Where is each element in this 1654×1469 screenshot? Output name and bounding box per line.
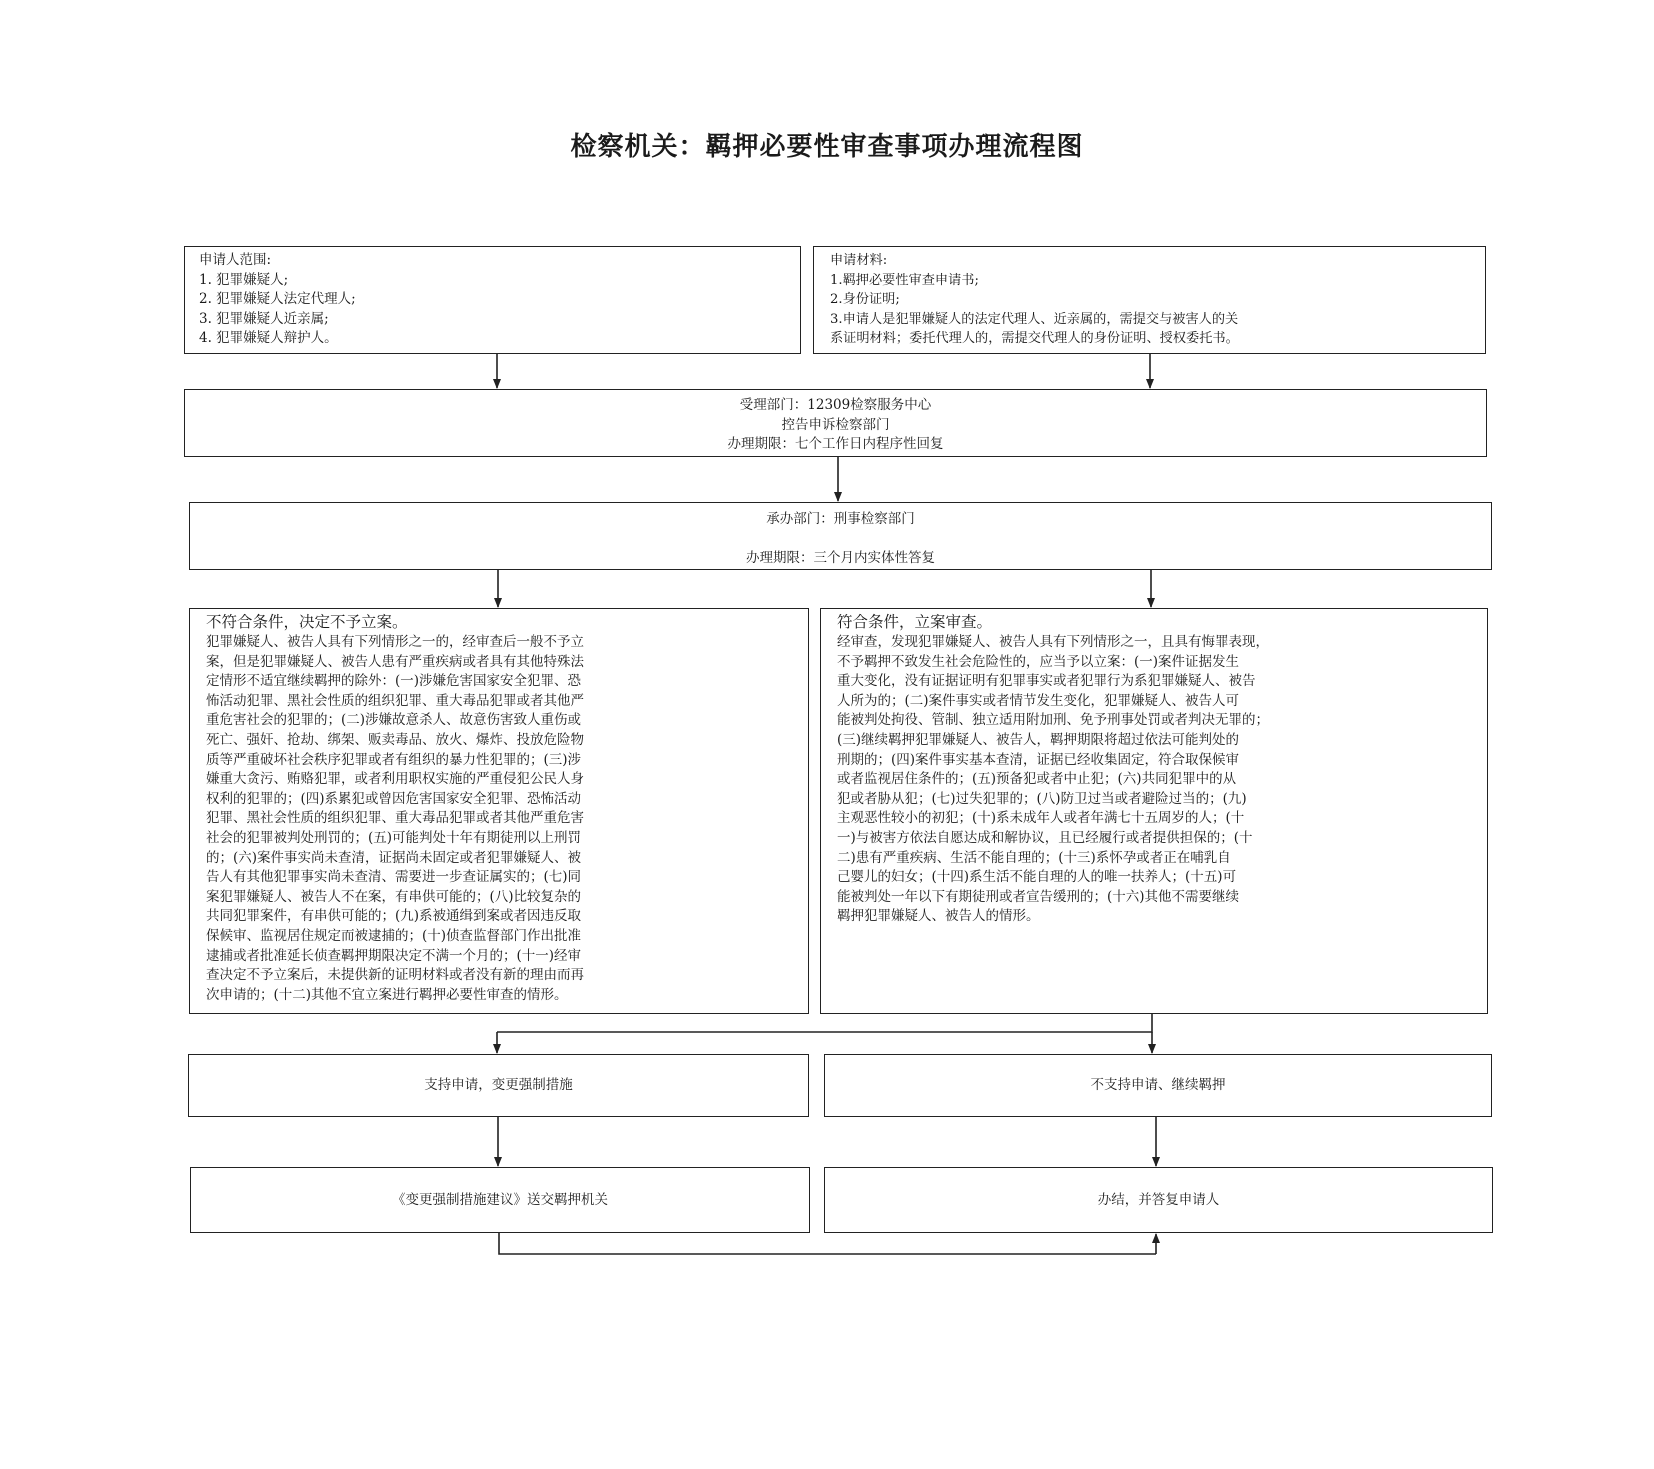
applicant-scope-item: 2. 犯罪嫌疑人法定代理人;: [199, 291, 356, 307]
applicant-scope-item: 4. 犯罪嫌疑人辩护人。: [199, 330, 338, 346]
application-materials-item: 2.身份证明;: [830, 292, 900, 307]
application-materials-label: 申请材料:: [830, 253, 888, 268]
qualified-line: 人所为的；(二)案件事实或者情节发生变化，犯罪嫌疑人、被告人可: [837, 692, 1240, 709]
qualified-line: 刑期的；(四)案件事实基本查清，证据已经收集固定，符合取保候审: [837, 751, 1240, 768]
qualified-line: 经审查，发现犯罪嫌疑人、被告人具有下列情形之一，且具有悔罪表现，: [837, 634, 1269, 650]
accepting-dept-line: 控告申诉检察部门: [781, 416, 890, 433]
not-qualified-line: 的；(六)案件事实尚未查清，证据尚未固定或者犯罪嫌疑人、被: [206, 849, 582, 866]
qualified-line: 主观恶性较小的初犯；(十)系未成年人或者年满七十五周岁的人；(十: [837, 810, 1245, 827]
support-text: 支持申请，变更强制措施: [424, 1077, 573, 1093]
qualified-line: 二)患有严重疾病、生活不能自理的；(十三)系怀孕或者正在哺乳自: [837, 849, 1231, 866]
not-qualified-line: 案犯罪嫌疑人、被告人不在案，有串供可能的；(八)比较复杂的: [206, 888, 582, 905]
not-qualified-line: 犯罪、黑社会性质的组织犯罪、重大毒品犯罪或者其他严重危害: [206, 810, 584, 827]
qualified-heading: 符合条件，立案审查。: [837, 613, 993, 631]
not-qualified-line: 查决定不予立案后，未提供新的证明材料或者没有新的理由而再: [206, 967, 584, 984]
conclude-text: 办结，并答复申请人: [1097, 1192, 1220, 1208]
qualified-line: 一)与被害方依法自愿达成和解协议，且已经履行或者提供担保的；(十: [837, 829, 1253, 846]
qualified-line: (三)继续羁押犯罪嫌疑人、被告人，羁押期限将超过依法可能判处的: [837, 731, 1240, 748]
not-qualified-line: 质等严重破坏社会秩序犯罪或者有组织的暴力性犯罪的；(三)涉: [206, 751, 582, 768]
handling-dept-line: 办理期限：三个月内实体性答复: [746, 550, 935, 566]
not-qualified-line: 告人有其他犯罪事实尚未查清、需要进一步查证属实的；(七)同: [206, 869, 582, 886]
qualified-line: 不予羁押不致发生社会危险性的，应当予以立案：(一)案件证据发生: [837, 653, 1240, 670]
handling-dept-line: 承办部门：刑事检察部门: [766, 511, 915, 527]
applicant-scope-label: 申请人范围:: [199, 252, 272, 268]
not-qualified-line: 次申请的；(十二)其他不宜立案进行羁押必要性审查的情形。: [206, 986, 568, 1003]
page-title: 检察机关：羁押必要性审查事项办理流程图: [570, 132, 1084, 162]
qualified-line: 重大变化，没有证据证明有犯罪事实或者犯罪行为系犯罪嫌疑人、被告: [837, 673, 1256, 690]
not-qualified-line: 共同犯罪案件，有串供可能的；(九)系被通缉到案或者因违反取: [206, 908, 582, 925]
accepting-dept-line: 受理部门：12309检察服务中心: [739, 397, 932, 413]
qualified-line: 或者监视居住条件的；(五)预备犯或者中止犯；(六)共同犯罪中的从: [837, 771, 1237, 788]
accepting-dept-line: 办理期限：七个工作日内程序性回复: [727, 436, 944, 452]
connector-suggestion-to-conclude: [499, 1233, 1156, 1254]
qualified-line: 己婴儿的妇女；(十四)系生活不能自理的人的唯一扶养人；(十五)可: [837, 869, 1237, 886]
not-qualified-line: 死亡、强奸、抢劫、绑架、贩卖毒品、放火、爆炸、投放危险物: [206, 731, 584, 748]
applicant-scope-item: 1. 犯罪嫌疑人;: [199, 271, 289, 288]
application-materials-item: 3.申请人是犯罪嫌疑人的法定代理人、近亲属的，需提交与被害人的关: [830, 311, 1239, 327]
not-qualified-line: 社会的犯罪被判处刑罚的；(五)可能判处十年有期徒刑以上刑罚: [206, 829, 582, 846]
qualified-line: 羁押犯罪嫌疑人、被告人的情形。: [837, 908, 1040, 925]
applicant-scope-item: 3. 犯罪嫌疑人近亲属;: [199, 310, 329, 327]
application-materials-item: 系证明材料；委托代理人的，需提交代理人的身份证明、授权委托书。: [830, 331, 1239, 346]
not-qualified-line: 嫌重大贪污、贿赂犯罪，或者利用职权实施的严重侵犯公民人身: [206, 771, 584, 788]
not-qualified-line: 案，但是犯罪嫌疑人、被告人患有严重疾病或者具有其他特殊法: [206, 653, 584, 670]
application-materials-item: 1.羁押必要性审查申请书;: [830, 272, 979, 288]
suggestion-text: 《变更强制措施建议》送交羁押机关: [392, 1192, 608, 1208]
connector-qualified-split: [497, 1014, 1152, 1032]
not-qualified-line: 犯罪嫌疑人、被告人具有下列情形之一的，经审查后一般不予立: [206, 634, 584, 650]
not-qualified-line: 重危害社会的犯罪的；(二)涉嫌故意杀人、故意伤害致人重伤或: [206, 712, 582, 729]
not-qualified-line: 怖活动犯罪、黑社会性质的组织犯罪、重大毒品犯罪或者其他严: [206, 692, 584, 709]
not-qualified-line: 定情形不适宜继续羁押的除外：(一)涉嫌危害国家安全犯罪、恐: [206, 673, 582, 690]
not-qualified-line: 权利的犯罪的；(四)系累犯或曾因危害国家安全犯罪、恐怖活动: [206, 790, 582, 807]
not-qualified-line: 逮捕或者批准延长侦查羁押期限决定不满一个月的；(十一)经审: [206, 947, 582, 964]
not-support-text: 不支持申请、继续羁押: [1090, 1077, 1226, 1093]
not-qualified-line: 保候审、监视居住规定而被逮捕的；(十)侦查监督部门作出批准: [206, 927, 582, 944]
not-qualified-heading: 不符合条件，决定不予立案。: [206, 613, 408, 631]
qualified-line: 能被判处一年以下有期徒刑或者宣告缓刑的；(十六)其他不需要继续: [837, 888, 1240, 905]
qualified-line: 能被判处拘役、管制、独立适用附加刑、免予刑事处罚或者判决无罪的；: [837, 712, 1269, 729]
qualified-line: 犯或者胁从犯；(七)过失犯罪的；(八)防卫过当或者避险过当的；(九): [837, 790, 1247, 807]
